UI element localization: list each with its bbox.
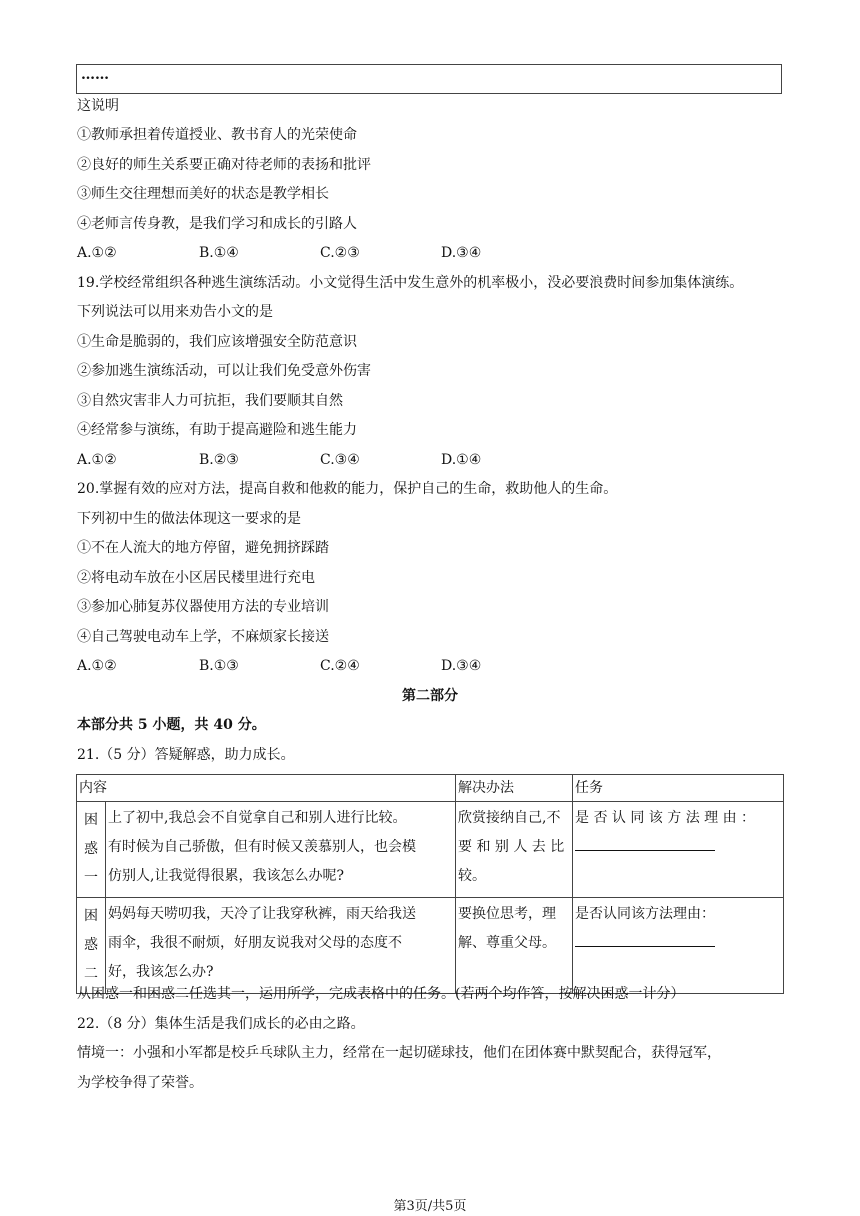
q20-prompt: 下列初中生的做法体现这一要求的是 xyxy=(77,511,301,527)
content-line: 上了初中,我总会不自觉拿自己和别人进行比较。 xyxy=(108,810,407,826)
content-line: 仿别人,让我觉得很累，我该怎么办呢? xyxy=(108,868,344,884)
q20-option-b: B.①③ xyxy=(199,658,239,674)
confusion-1-label xyxy=(77,802,106,898)
q19-option-a: A.①② xyxy=(77,452,117,468)
confusion-2-task xyxy=(573,898,784,994)
q20-option-c: C.②④ xyxy=(320,658,360,674)
q20-option-d: D.③④ xyxy=(441,658,482,674)
confusion-2-label xyxy=(77,898,106,994)
header-content: 内容 xyxy=(77,775,456,802)
header-task: 任务 xyxy=(573,775,784,802)
q21-row-confusion-1 xyxy=(77,802,784,898)
q18-item-1: ①教师承担着传道授业、教书育人的光荣使命 xyxy=(77,127,357,143)
answer-blank-1[interactable] xyxy=(575,836,715,851)
confusion-2-label-char: 惑 xyxy=(84,937,98,953)
method-line: 要 和 别 人 去 比 xyxy=(458,839,565,855)
method-line: 较。 xyxy=(458,868,486,884)
confusion-2-label-char: 二 xyxy=(84,966,98,982)
q18-option-b: B.①④ xyxy=(199,245,239,261)
q19-item-4: ④经常参与演练，有助于提高避险和逃生能力 xyxy=(77,422,357,438)
confusion-2-content xyxy=(106,898,456,994)
q19-item-1: ①生命是脆弱的，我们应该增强安全防范意识 xyxy=(77,334,357,350)
ellipsis-text: …… xyxy=(81,67,109,83)
confusion-1-content xyxy=(106,802,456,898)
q20-item-2: ②将电动车放在小区居民楼里进行充电 xyxy=(77,570,315,586)
method-line: 欣赏接纳自己,不 xyxy=(458,810,561,826)
answer-blank-2[interactable] xyxy=(575,932,715,947)
q18-option-a: A.①② xyxy=(77,245,117,261)
part2-note: 本部分共 5 小题，共 40 分。 xyxy=(77,717,266,733)
q18-item-2: ②良好的师生关系要正确对待老师的表扬和批评 xyxy=(77,157,371,173)
q22-scene1-line1: 情境一：小强和小军都是校乒乓球队主力，经常在一起切磋球技，他们在团体赛中默契配合，获得冠军， xyxy=(77,1045,721,1061)
page-number: 第3页/共5页 xyxy=(393,1199,467,1214)
task-prompt: 是 否 认 同 该 方 法 理 由 ： xyxy=(575,810,756,826)
q20-stem: 20.掌握有效的应对方法，提高自救和他救的能力，保护自己的生命，救助他人的生命。 xyxy=(77,481,618,497)
content-line: 雨伞，我很不耐烦，好朋友说我对父母的态度不 xyxy=(108,935,402,951)
method-line: 要换位思考，理 xyxy=(458,906,556,922)
q20-option-a: A.①② xyxy=(77,658,117,674)
content-line: 有时候为自己骄傲，但有时候又羡慕别人，也会模 xyxy=(108,839,416,855)
continuation-box xyxy=(76,64,782,94)
q19-stem: 19.学校经常组织各种逃生演练活动。小文觉得生活中发生意外的机率极小，没必要浪费时间参加集体演练。 xyxy=(77,275,744,291)
q22-stem: 22.（8 分）集体生活是我们成长的必由之路。 xyxy=(77,1016,365,1032)
q21-stem: 21.（5 分）答疑解惑，助力成长。 xyxy=(77,747,295,763)
header-method: 解决办法 xyxy=(456,775,573,802)
q20-item-1: ①不在人流大的地方停留，避免拥挤踩踏 xyxy=(77,540,329,556)
q19-option-c: C.③④ xyxy=(320,452,360,468)
confusion-1-method xyxy=(456,802,573,898)
q21-table xyxy=(76,774,784,994)
q19-item-3: ③自然灾害非人力可抗拒，我们要顺其自然 xyxy=(77,393,343,409)
part2-title: 第二部分 xyxy=(402,688,458,704)
q18-option-c: C.②③ xyxy=(320,245,360,261)
q20-item-4: ④自己驾驶电动车上学，不麻烦家长接送 xyxy=(77,629,329,645)
q18-item-3: ③师生交往理想而美好的状态是教学相长 xyxy=(77,186,329,202)
confusion-2-label-char: 困 xyxy=(84,908,98,924)
method-line: 解、尊重父母。 xyxy=(458,935,556,951)
q18-option-d: D.③④ xyxy=(441,245,482,261)
confusion-1-label-char: 一 xyxy=(84,870,98,886)
q21-row-confusion-2 xyxy=(77,898,784,994)
q19-item-2: ②参加逃生演练活动，可以让我们免受意外伤害 xyxy=(77,363,371,379)
content-line: 好，我该怎么办? xyxy=(108,964,214,980)
q20-item-3: ③参加心肺复苏仪器使用方法的专业培训 xyxy=(77,599,329,615)
q21-header-row xyxy=(77,775,784,802)
q19-option-b: B.②③ xyxy=(199,452,239,468)
confusion-1-label-char: 困 xyxy=(84,812,98,828)
q21-after-note: 从困惑一和困惑二任选其一，运用所学，完成表格中的任务。(若两个均作答，按解决困惑一计分） xyxy=(77,986,685,1002)
q19-prompt: 下列说法可以用来劝告小文的是 xyxy=(77,304,273,320)
confusion-1-label-char: 惑 xyxy=(84,841,98,857)
task-prompt: 是否认同该方法理由： xyxy=(575,906,715,922)
q18-item-4: ④老师言传身教，是我们学习和成长的引路人 xyxy=(77,216,357,232)
q22-scene1-line2: 为学校争得了荣誉。 xyxy=(77,1075,203,1091)
content-line: 妈妈每天唠叨我，天冷了让我穿秋裤，雨天给我送 xyxy=(108,906,416,922)
confusion-2-method xyxy=(456,898,573,994)
q19-option-d: D.①④ xyxy=(441,452,482,468)
confusion-1-task xyxy=(573,802,784,898)
q18-intro: 这说明 xyxy=(77,98,119,114)
